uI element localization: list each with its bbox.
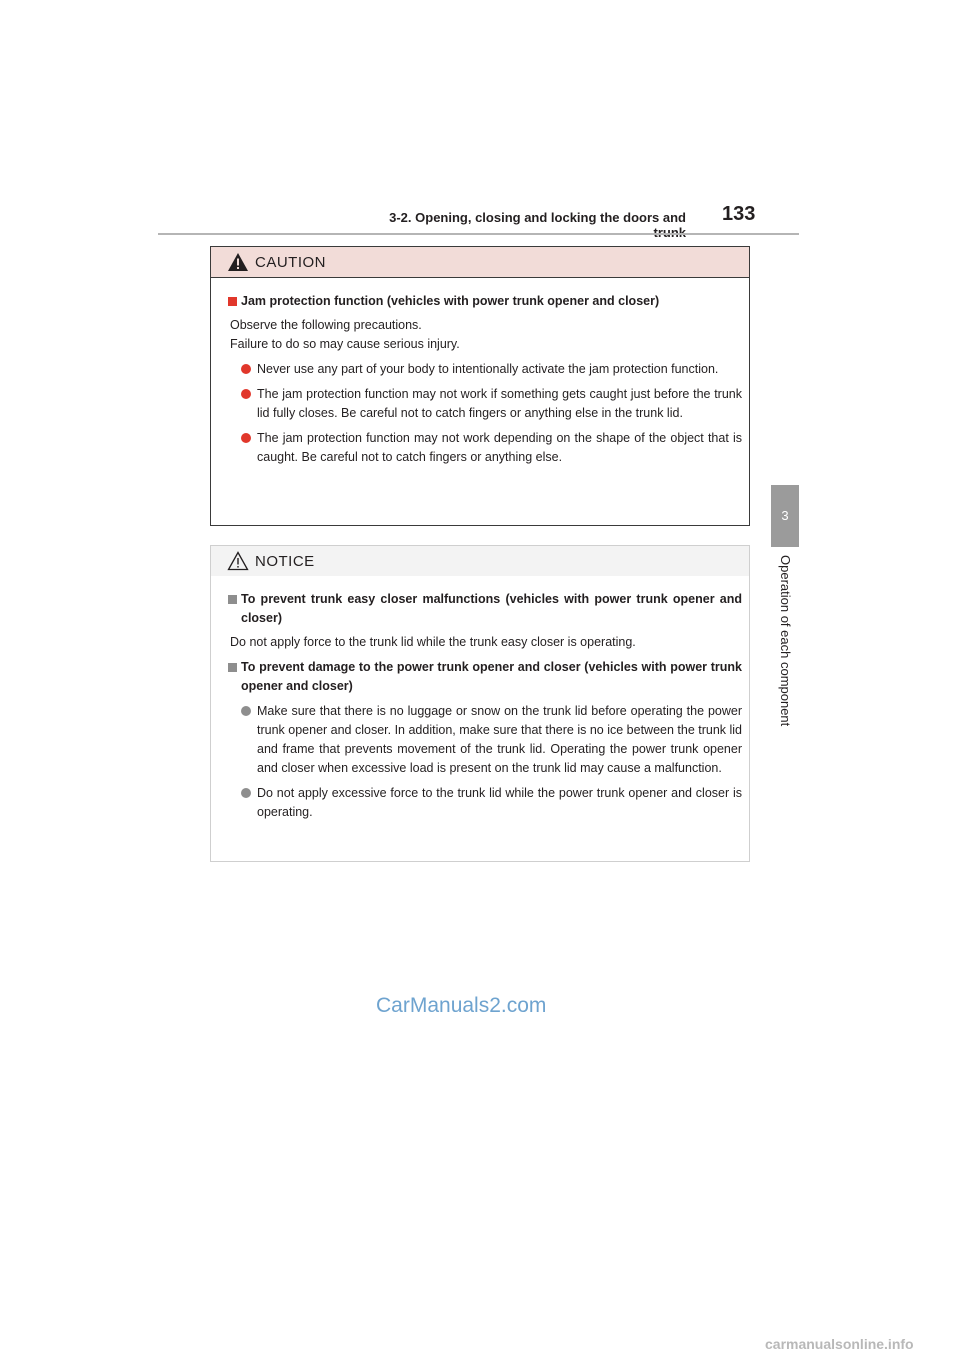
- notice-heading-text: To prevent damage to the power trunk opener and closer (vehicles with power trunk opener and closer): [241, 660, 742, 693]
- header-divider: [158, 233, 799, 235]
- caution-body: [211, 278, 749, 467]
- chapter-title: Operation of each component: [778, 555, 793, 727]
- caution-header: [211, 247, 749, 278]
- section-title: 3-2. Opening, closing and locking the doors and: [389, 210, 686, 225]
- red-bullet-icon: [241, 433, 251, 443]
- warning-outline-triangle-icon: [227, 551, 249, 571]
- footer-watermark: carmanualsonline.info: [765, 1336, 914, 1352]
- caution-intro-line2: Failure to do so may cause serious injury.: [230, 337, 460, 351]
- caution-box: [210, 246, 750, 526]
- red-square-icon: [228, 297, 237, 306]
- notice-bullet: [241, 702, 742, 778]
- caution-bullet-text: The jam protection function may not work depending on the shape of the object that is caught. Be careful not to catch fingers or anything else.: [257, 431, 742, 464]
- red-bullet-icon: [241, 364, 251, 374]
- notice-bullet-text: Do not apply excessive force to the trunk lid while the power trunk opener and closer is operating.: [257, 786, 742, 819]
- notice-bullet-text: Make sure that there is no luggage or snow on the trunk lid before operating the power trunk opener and closer. In addition, make sure that there is no ice between the trunk lid and frame that prevents movement of the trunk lid. Operating the power trunk opener and closer when excessive load is present on the trunk lid may cause a malfunction.: [257, 704, 743, 775]
- gray-square-icon: [228, 595, 237, 604]
- notice-heading: [227, 590, 742, 628]
- caution-bullet: [241, 429, 742, 467]
- red-bullet-icon: [241, 389, 251, 399]
- gray-square-icon: [228, 663, 237, 672]
- notice-box: [210, 545, 750, 862]
- caution-intro-line1: Observe the following precautions.: [230, 318, 422, 332]
- notice-heading-text: To prevent trunk easy closer malfunctions (vehicles with power trunk opener and closer): [241, 592, 742, 625]
- caution-heading-text: Jam protection function (vehicles with power trunk opener and closer): [241, 294, 660, 308]
- page-number: 133: [722, 203, 756, 225]
- notice-heading: [227, 658, 742, 696]
- warning-triangle-icon: [227, 252, 249, 272]
- caution-bullet: [241, 385, 742, 423]
- caution-heading: [227, 292, 742, 311]
- caution-bullet: [241, 360, 742, 379]
- caution-title: CAUTION: [255, 253, 326, 271]
- chapter-tab: 3: [771, 485, 799, 547]
- notice-paragraph-text: Do not apply force to the trunk lid while the trunk easy closer is operating.: [230, 635, 636, 649]
- caution-bullet-text: The jam protection function may not work if something gets caught just before the trunk lid fully closes. Be careful not to catch fingers or anything else in the trunk lid.: [257, 387, 742, 420]
- notice-bullet: [241, 784, 742, 822]
- gray-bullet-icon: [241, 706, 251, 716]
- caution-intro: [227, 316, 742, 354]
- watermark-text: CarManuals2.com: [376, 994, 547, 1017]
- notice-title: NOTICE: [255, 552, 315, 570]
- notice-body: [211, 576, 749, 822]
- notice-header: [211, 546, 749, 576]
- notice-paragraph: [227, 633, 742, 652]
- caution-bullet-text: Never use any part of your body to intentionally activate the jam protection function.: [257, 362, 719, 376]
- gray-bullet-icon: [241, 788, 251, 798]
